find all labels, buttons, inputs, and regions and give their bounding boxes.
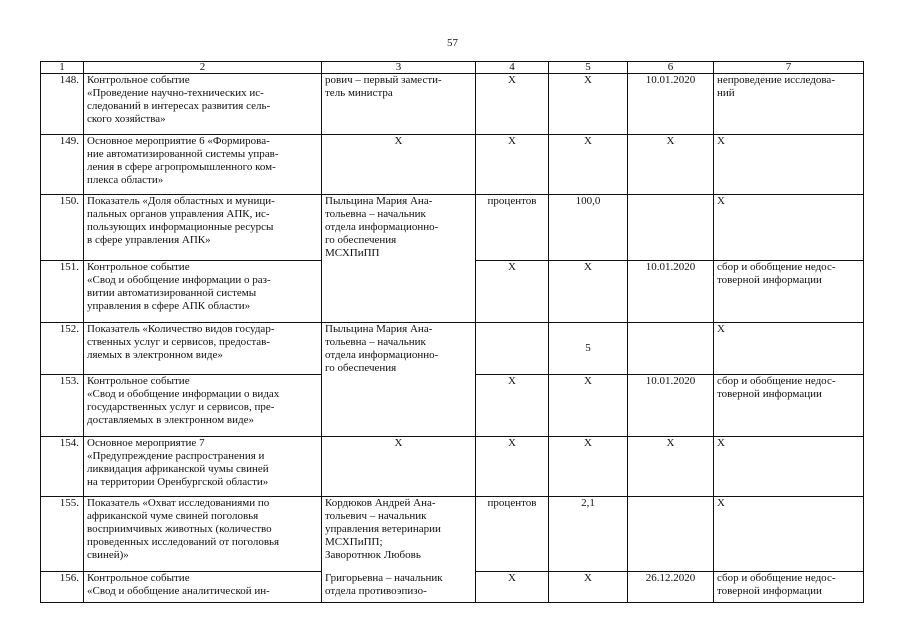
- row-unit: X: [476, 572, 549, 603]
- row-date: 10.01.2020: [628, 260, 714, 322]
- row-unit: X: [476, 375, 549, 437]
- row-risk: X: [714, 497, 864, 572]
- row-name: Контрольное событие «Проведение научно-технических ис- следований в интересах развития сель- ского хозяйства»: [84, 74, 322, 135]
- row-responsible: Григорьевна – начальник отдела противоэпизо-: [322, 572, 476, 603]
- row-number: 154.: [41, 437, 84, 497]
- column-header: 3: [322, 62, 476, 74]
- row-unit: X: [476, 135, 549, 195]
- row-risk: X: [714, 135, 864, 195]
- row-responsible: X: [322, 437, 476, 497]
- row-responsible: Кордюков Андрей Ана- тольевич – начальник управления ветеринарии МСХПиПП; Заворотнюк Любовь: [322, 497, 476, 572]
- row-value: 5: [549, 322, 628, 375]
- page-number: 57: [447, 37, 458, 49]
- row-number: 148.: [41, 74, 84, 135]
- row-risk: X: [714, 195, 864, 261]
- row-number: 156.: [41, 572, 84, 603]
- table-row: [41, 195, 864, 261]
- row-date: [628, 322, 714, 375]
- row-value: 2,1: [549, 497, 628, 572]
- row-name: Показатель «Охват исследованиями по африканской чуме свиней поголовья восприимчивых животных (количество проведенных исследований от поголовья свиней)»: [84, 497, 322, 572]
- row-name: Основное мероприятие 7 «Предупреждение распространения и ликвидация африканской чумы свиней на территории Оренбургской области»: [84, 437, 322, 497]
- row-value: X: [549, 572, 628, 603]
- column-header: 2: [84, 62, 322, 74]
- row-responsible: X: [322, 135, 476, 195]
- row-name: Основное мероприятие 6 «Формирова- ние автоматизированной системы управ- ления в сфере агропромышленного ком- плекса области»: [84, 135, 322, 195]
- row-number: 152.: [41, 322, 84, 375]
- row-unit: X: [476, 437, 549, 497]
- row-value: X: [549, 375, 628, 437]
- row-name: Показатель «Доля областных и муници- пальных органов управления АПК, ис- пользующих информационные ресурсы в сфере управления АПК»: [84, 195, 322, 261]
- row-date: X: [628, 135, 714, 195]
- row-name: Показатель «Количество видов государ- ственных услуг и сервисов, предостав- ляемых в электронном виде»: [84, 322, 322, 375]
- row-responsible: Пыльцина Мария Ана- тольевна – начальник отдела информационно- го обеспечения: [322, 322, 476, 375]
- table-row: [41, 572, 864, 603]
- row-responsible: [322, 260, 476, 322]
- column-header: 7: [714, 62, 864, 74]
- row-value: X: [549, 437, 628, 497]
- row-unit: X: [476, 260, 549, 322]
- row-risk: непроведение исследова- ний: [714, 74, 864, 135]
- row-risk: сбор и обобщение недос- товерной информации: [714, 260, 864, 322]
- row-number: 150.: [41, 195, 84, 261]
- row-value: X: [549, 135, 628, 195]
- row-unit: X: [476, 74, 549, 135]
- row-value: X: [549, 260, 628, 322]
- row-risk: X: [714, 437, 864, 497]
- row-date: X: [628, 437, 714, 497]
- row-responsible: Пыльцина Мария Ана- тольевна – начальник отдела информационно- го обеспечения МСХПиПП: [322, 195, 476, 261]
- row-date: [628, 497, 714, 572]
- row-risk: сбор и обобщение недос- товерной информации: [714, 572, 864, 603]
- row-risk: X: [714, 322, 864, 375]
- row-number: 151.: [41, 260, 84, 322]
- row-responsible: [322, 375, 476, 437]
- table-row: [41, 497, 864, 572]
- row-risk: сбор и обобщение недос- товерной информации: [714, 375, 864, 437]
- column-header: 1: [41, 62, 84, 74]
- column-number-row: [41, 62, 864, 74]
- row-date: 10.01.2020: [628, 74, 714, 135]
- table-row: [41, 260, 864, 322]
- column-header: 6: [628, 62, 714, 74]
- row-number: 149.: [41, 135, 84, 195]
- row-name: Контрольное событие «Свод и обобщение аналитической ин-: [84, 572, 322, 603]
- row-name: Контрольное событие «Свод и обобщение информации о видах государственных услуг и сервисов, пре- доставляемых в электронном виде»: [84, 375, 322, 437]
- row-unit: [476, 322, 549, 375]
- row-date: [628, 195, 714, 261]
- row-unit: процентов: [476, 195, 549, 261]
- row-number: 153.: [41, 375, 84, 437]
- row-responsible: рович – первый замести- тель министра: [322, 74, 476, 135]
- row-date: 26.12.2020: [628, 572, 714, 603]
- plan-table: [40, 61, 864, 603]
- row-name: Контрольное событие «Свод и обобщение информации о раз- витии автоматизированной системы управления в сфере АПК области»: [84, 260, 322, 322]
- column-header: 5: [549, 62, 628, 74]
- table-row: [41, 437, 864, 497]
- table-row: [41, 74, 864, 135]
- table-row: [41, 322, 864, 375]
- row-number: 155.: [41, 497, 84, 572]
- table-row: [41, 375, 864, 437]
- row-date: 10.01.2020: [628, 375, 714, 437]
- table-row: [41, 135, 864, 195]
- column-header: 4: [476, 62, 549, 74]
- row-value: X: [549, 74, 628, 135]
- row-unit: процентов: [476, 497, 549, 572]
- row-value: 100,0: [549, 195, 628, 261]
